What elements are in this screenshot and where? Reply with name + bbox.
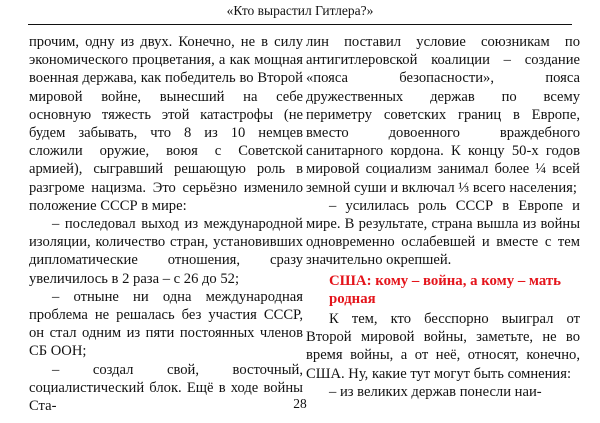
page-number: 28 bbox=[293, 396, 307, 411]
paragraph: К тем, кто бесспорно выиграл от Второй мировой войны, заметьте, не во время войны, а от неё, относят, конечно, США. Ну, какие тут могут быть сомнения: bbox=[306, 311, 580, 382]
paragraph: – отныне ни одна международная проблема не решалась без участия СССР, он стал одним из пяти постоянных членов СБ ООН; bbox=[29, 288, 303, 360]
section-subheading: США: кому – война, а кому – мать родная bbox=[329, 272, 562, 307]
right-column bbox=[306, 33, 580, 401]
paragraph: – создал свой, восточный, социалистический блок. Ещё в ходе войны Ста- bbox=[29, 361, 303, 415]
header-rule bbox=[28, 24, 572, 25]
paragraph: прочим, одну из двух. Конечно, не в силу экономического процветания, а как мощная военная держава, как победитель во Второй мировой войне, вынесший на себе основную тяжесть этой катастрофы (не будем забывать, что 8 из 10 немцев сложили оружие, воюя с Советской армией), сыгравший решающую роль в разгроме нацизма. Это серьёзно изменило положение СССР в мире: bbox=[29, 34, 303, 214]
paragraph: – из великих держав понесли наи- bbox=[329, 383, 542, 400]
paragraph: лин поставил условие союзникам по антигитлеровской коалиции – создание «пояса безопасности», пояса дружественных держав по всему периметру советских границ в Европе, вместо довоенного враждебного санитарного кордона. К концу 50-х годов мировой социализм занимал более ¼ всей земной суши и включал ⅓ всего населения; bbox=[306, 34, 580, 196]
running-title: «Кто вырастил Гитлера?» bbox=[226, 3, 374, 18]
left-column bbox=[29, 33, 303, 415]
paragraph: – последовал выход из международной изоляции, количество стран, установивших дипломатические отношения, сразу увеличилось в 2 раза – с 26 до 52; bbox=[29, 216, 303, 287]
paragraph: – усилилась роль СССР в Европе и мире. В результате, страна вышла из войны одновременно ослабевшей и вместе с тем значительно окрепшей. bbox=[306, 197, 580, 269]
